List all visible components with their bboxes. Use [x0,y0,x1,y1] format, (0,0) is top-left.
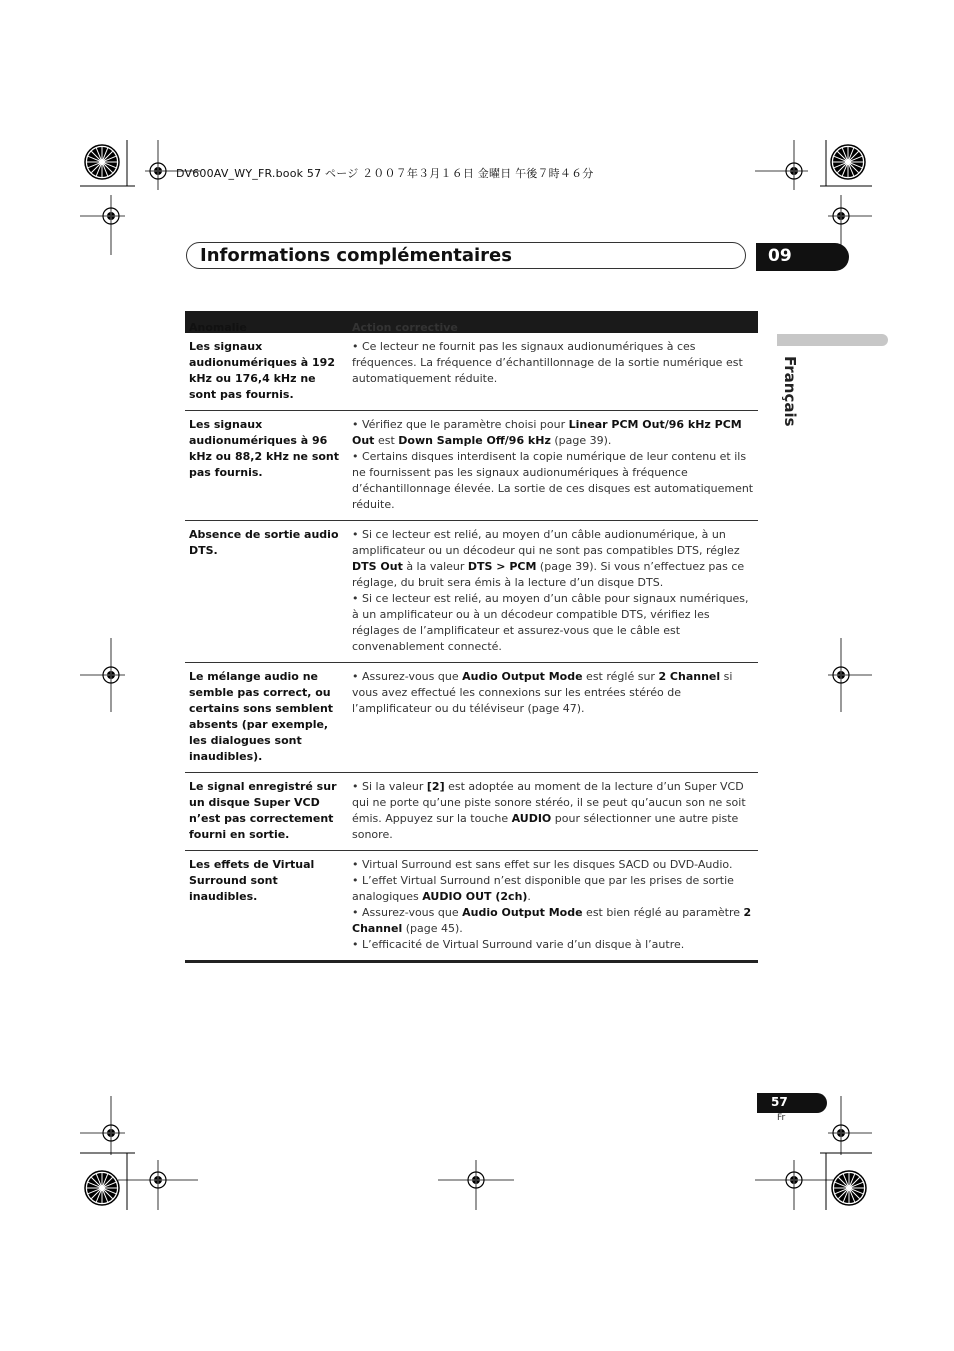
chapter-header [186,242,746,269]
page-number: 57 [757,1093,827,1113]
column-header-action: Action corrective [352,321,458,334]
problem-cell: Le signal enregistré sur un disque Super VCD n’est pas correctement fourni en sortie. [189,780,337,841]
language-tab-label: Français [781,356,799,427]
table-row [185,411,758,521]
problem-cell: Le mélange audio ne semble pas correct, ou certains sons semblent absents (par exemple, les dialogues sont inaudibles). [189,670,334,763]
action-cell: • Ce lecteur ne fournit pas les signaux audionumériques à ces fréquences. La fréquence d’échantillonnage de la sortie numérique est automatiquement réduite. [352,340,743,385]
problem-cell: Les signaux audionumériques à 96 kHz ou 88,2 kHz ne sont pas fournis. [189,418,340,479]
action-cell: • Si ce lecteur est relié, au moyen d’un câble audionumérique, à un amplificateur ou un décodeur qui ne sont pas compatibles DTS, réglez DTS Out à la valeur DTS > PCM (page 39). Si vous n’effectuez pas ce réglage, du bruit sera émis à la lecture d’un disque DTS. • Si ce lecteur est relié, au moyen d’un câble pour signaux numériques, à un amplificateur ou à un décodeur compatible DTS, vérifiez les réglages de l’amplificateur et assurez-vous que le câble est convenablement connecté. [352,528,749,653]
problem-cell: Les effets de Virtual Surround sont inaudibles. [189,858,315,903]
problem-cell: Absence de sortie audio DTS. [189,528,339,557]
troubleshooting-table [185,311,758,963]
table-row [185,773,758,851]
chapter-title: Informations complémentaires [200,245,512,266]
table-header [185,311,758,333]
file-header: DV600AV_WY_FR.book 57 ページ ２００７年３月１６日 金曜日 午後７時４６分 [176,167,594,180]
page-language-code: Fr [777,1113,786,1123]
action-cell: • Virtual Surround est sans effet sur les disques SACD ou DVD-Audio. • L’effet Virtual Surround n’est disponible que par les prises de sortie analogiques AUDIO OUT (2ch). • Assurez-vous que Audio Output Mode est bien réglé au paramètre 2 Channel (page 45). • L’efficacité de Virtual Surround varie d’un disque à l’autre. [352,858,752,951]
chapter-number: 09 [756,243,849,271]
action-cell: • Assurez-vous que Audio Output Mode est réglé sur 2 Channel si vous avez effectué les connexions sur les entrées stéréo de l’amplificateur ou du téléviseur (page 47). [352,670,733,715]
table-row [185,521,758,663]
action-cell: • Vérifiez que le paramètre choisi pour Linear PCM Out/96 kHz PCM Out est Down Sample Off/96 kHz (page 39). • Certains disques interdisent la copie numérique de leur contenu et ils ne fournissent pas les signaux audionumériques à fréquence d’échantillonnage élevée. La sortie de ces disques est automatiquement réduite. [352,418,754,511]
table-row [185,851,758,963]
table-row [185,663,758,773]
table-row [185,333,758,411]
action-cell: • Si la valeur [2] est adoptée au moment de la lecture d’un Super VCD qui ne porte qu’une piste sonore stéréo, il se peut qu’aucun son ne soit émis. Appuyez sur la touche AUDIO pour sélectionner une autre piste sonore. [352,780,746,841]
problem-cell: Les signaux audionumériques à 192 kHz ou 176,4 kHz ne sont pas fournis. [189,340,335,401]
column-header-anomalie: Anomalie [189,321,247,334]
language-tab-bar [777,334,888,346]
